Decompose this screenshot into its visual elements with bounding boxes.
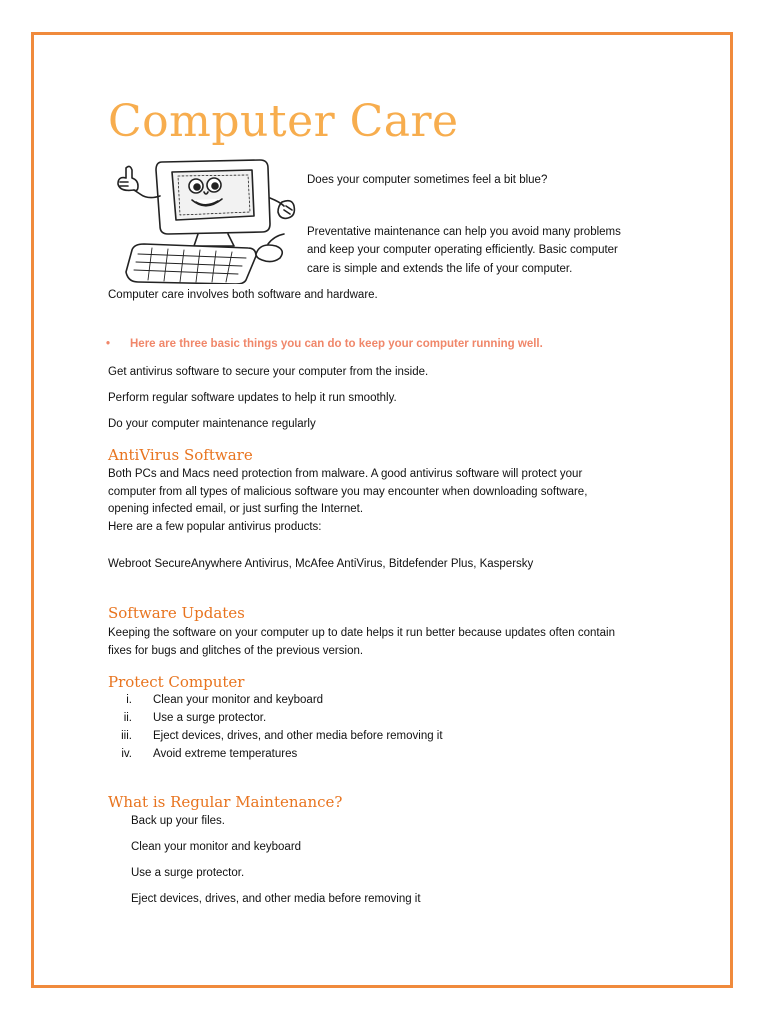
basic-step: Perform regular software updates to help it run smoothly. bbox=[108, 392, 397, 404]
basic-step: Get antivirus software to secure your computer from the inside. bbox=[108, 366, 429, 378]
updates-line: fixes for bugs and glitches of the previous version. bbox=[108, 645, 364, 657]
software-updates-heading: Software Updates bbox=[108, 604, 245, 622]
maintenance-item: Clean your monitor and keyboard bbox=[131, 841, 302, 853]
regular-maintenance-heading: What is Regular Maintenance? bbox=[108, 793, 343, 811]
list-number: iv. bbox=[121, 748, 132, 760]
list-text: Use a surge protector. bbox=[153, 712, 267, 724]
document-title: Computer Care bbox=[108, 96, 459, 147]
intro-paragraph-line-1: Preventative maintenance can help you avoid many problems bbox=[307, 226, 621, 238]
cartoon-computer-icon bbox=[110, 154, 300, 284]
antivirus-line: opening infected email, or just surfing the Internet. bbox=[108, 503, 364, 515]
list-number: i. bbox=[126, 694, 132, 706]
bullet-item bbox=[106, 338, 543, 350]
antivirus-heading: AntiVirus Software bbox=[108, 446, 253, 464]
basic-step: Do your computer maintenance regularly bbox=[108, 418, 316, 430]
list-text: Avoid extreme temperatures bbox=[153, 748, 298, 760]
list-text: Eject devices, drives, and other media before removing it bbox=[153, 730, 443, 742]
intro-paragraph-line-2: and keep your computer operating efficiently. Basic computer bbox=[307, 244, 618, 256]
antivirus-products: Webroot SecureAnywhere Antivirus, McAfee AntiVirus, Bitdefender Plus, Kaspersky bbox=[108, 558, 534, 570]
list-number: iii. bbox=[121, 730, 132, 742]
list-number: ii. bbox=[123, 712, 132, 724]
antivirus-line: Both PCs and Macs need protection from malware. A good antivirus software will protect your bbox=[108, 468, 583, 480]
maintenance-item: Eject devices, drives, and other media before removing it bbox=[131, 893, 421, 905]
list-text: Clean your monitor and keyboard bbox=[153, 694, 324, 706]
antivirus-line: computer from all types of malicious software you may encounter when downloading software, bbox=[108, 486, 588, 498]
antivirus-line: Here are a few popular antivirus products: bbox=[108, 521, 322, 533]
intro-paragraph-line-3: care is simple and extends the life of your computer. bbox=[307, 263, 573, 275]
protect-computer-heading: Protect Computer bbox=[108, 673, 245, 691]
care-sentence: Computer care involves both software and hardware. bbox=[108, 289, 378, 301]
updates-line: Keeping the software on your computer up to date helps it run better because updates often contain bbox=[108, 627, 615, 639]
bullet-symbol: • bbox=[106, 338, 111, 350]
intro-question: Does your computer sometimes feel a bit blue? bbox=[307, 174, 548, 186]
maintenance-item: Use a surge protector. bbox=[131, 867, 245, 879]
maintenance-item: Back up your files. bbox=[131, 815, 225, 827]
bullet-text: Here are three basic things you can do to keep your computer running well. bbox=[130, 338, 543, 350]
